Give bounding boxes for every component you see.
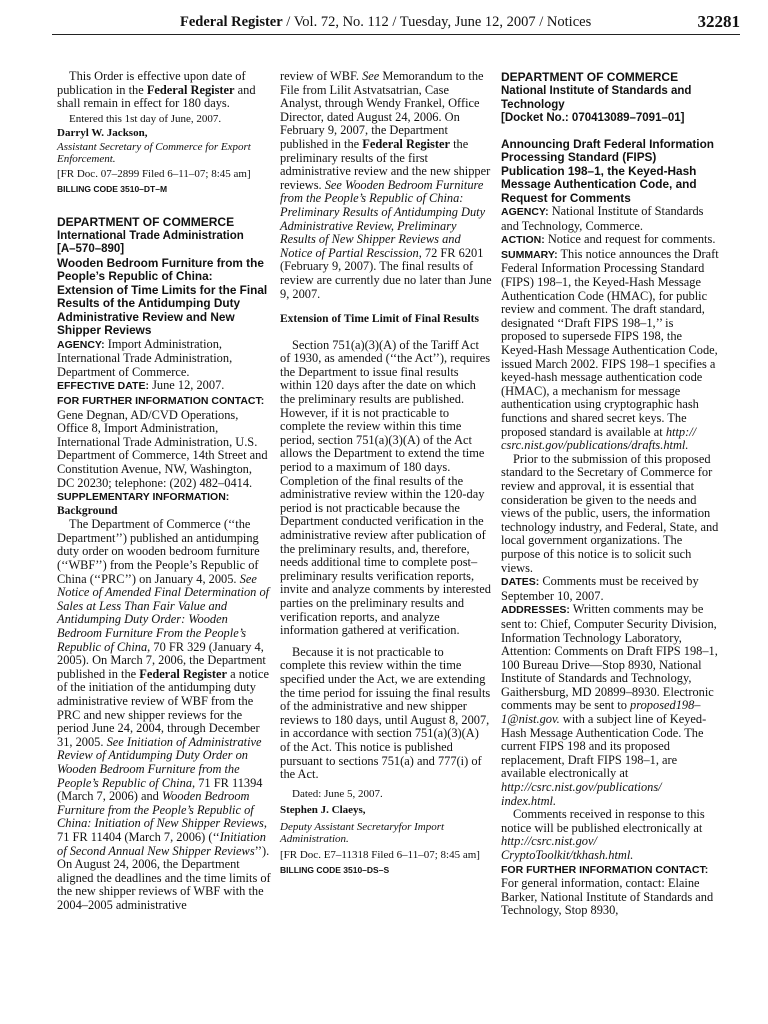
agency-heading-3: National Institute of Standards and Technology	[501, 85, 692, 111]
docket-number: [A–570–890]	[57, 242, 125, 255]
docket-number-3: [Docket No.: 070413089–7091–01]	[501, 112, 685, 124]
extension-paragraph-1: Section 751(a)(3)(A) of the Tariff Act of 1930, as amended (‘‘the Act’’), requires the Department to issue final results within 120 days after the date on which the preliminary results are published. However, if it is not practicable to complete the review within this time period, section 751(a)(3)(A) of the Act allows the Department to extend the time period to a maximum of 180 days. Completion of the final results of the administrative review within the 120-day period is not practicable because the Department conducted verification in the administrative review after publication of the preliminary results, and, therefore, needs additional time to complete post–preliminary results verification reports, invite and analyze comments by interested parties on the preliminary results and verification reports, and analyze information gathered at verification.	[280, 337, 491, 638]
signer-title-2: Deputy Assistant Secretaryfor Import Administration.	[280, 820, 445, 846]
effective-date-field: EFFECTIVE DATE: June 12, 2007.	[57, 378, 225, 393]
extension-paragraph-2: Because it is not practicable to complete this review within the time specified under the Act, we are extending the time period for issuing the final results of the administrative and new shipper reviews to 180 days, until August 8, 2007, in accordance with section 751(a)(3)(A) of the Act. This notice is published pursuant to sections 751(a) and 777(i) of the Act.	[280, 644, 491, 782]
signer-title: Assistant Secretary of Commerce for Export Enforcement.	[57, 140, 251, 166]
department-heading-3: DEPARTMENT OF COMMERCE	[501, 70, 679, 84]
contact-field-3: FOR FURTHER INFORMATION CONTACT: For general information, contact: Elaine Barker, National Institute of Standards and Technology, Stop 8930,	[501, 863, 714, 918]
prior-submission-paragraph: Prior to the submission of this proposed standard to the Secretary of Commerce for review and approval, it is essential that consideration be given to the needs and views of the public, users, the information technology industry, and Federal, State, and local government organizations. The purpose of this notice is to solicit such views.	[501, 451, 719, 575]
issue-info: / Vol. 72, No. 112 / Tuesday, June 12, 2007 / Notices	[282, 14, 592, 30]
journal-name: Federal Register	[180, 14, 283, 30]
column-2	[280, 70, 492, 878]
agency-field: AGENCY: Import Administration, International Trade Administration, Department of Commerce.	[57, 336, 233, 379]
background-paragraph: The Department of Commerce (‘‘the Department’’) published an antidumping duty order on wooden bedroom furniture (‘‘WBF’’) from the People’s Republic of China (‘‘PRC’’) on January 4, 2005. See Notice of Amended Final Determination of Sales at Less Than Fair Value and Antidumping Duty Order: Wooden Bedroom Furniture From the People’s Republic of China, 70 FR 329 (January 4, 2005). On March 7, 2006, the Department published in the Federal Register a notice of the initiation of the antidumping duty administrative review of WBF from the PRC and new shipper reviews for the period June 24, 2004, through December 31, 2005. See Initiation of Administrative Review of Antidumping Duty Order on Wooden Bedroom Furniture from the People’s Republic of China, 71 FR 11394 (March 7, 2006) and Wooden Bedroom Furniture from the People’s Republic of China: Initiation of New Shipper Reviews, 71 FR 11404 (March 7, 2006) (‘‘Initiation of Second Annual New Shipper Reviews’’). On August 24, 2006, the Department aligned the deadlines and the time limits of the new shipper reviews of WBF with the 2004–2005 administrative	[57, 517, 271, 912]
signer-name: Darryl W. Jackson,	[57, 127, 148, 140]
header-rule	[52, 34, 740, 35]
billing-code-2: BILLING CODE 3510–DS–S	[280, 865, 390, 876]
order-effective-paragraph: This Order is effective upon date of publication in the Federal Register and shall remain in effect for 180 days.	[57, 69, 256, 111]
agency-heading: International Trade Administration	[57, 229, 244, 242]
supplementary-label: SUPPLEMENTARY INFORMATION:	[57, 491, 230, 504]
entered-date: Entered this 1st day of June, 2007.	[69, 112, 222, 125]
billing-code: BILLING CODE 3510–DT–M	[57, 184, 168, 195]
dated-line: Dated: June 5, 2007.	[292, 787, 383, 800]
addresses-field: ADDRESSES: Written comments may be sent to: Chief, Computer Security Division, Information Technology Laboratory, Attention: Comments on Draft FIPS 198–1, 100 Bureau Drive—Stop 8930, National Institute of Standards and Technology, Gaithersburg, MD 20899–8930. Electronic comments may be sent to proposed198–1@nist.gov. with a subject line of Keyed-Hash Message Authentication Code. The current FIPS 198 and its proposed replacement, Draft FIPS 198–1, are available electronically at http://csrc.nist.gov/publications/ index.html.	[501, 602, 718, 808]
running-header	[52, 8, 740, 36]
header-citation	[180, 14, 591, 31]
notice-title: Wooden Bedroom Furniture from the People’s Republic of China: Extension of Time Limits for the Final Results of the Antidumping Duty Administrative Review and New Shipper Reviews	[57, 255, 268, 338]
drafts-link[interactable]: http:// csrc.nist.gov/publications/drafts.html.	[501, 424, 697, 453]
contact-field: FOR FURTHER INFORMATION CONTACT: Gene Degnan, AD/CVD Operations, Office 8, Import Administration, International Trade Administration, U.S. Department of Commerce, 14th Street and Constitution Avenue, NW, Washington, DC 20230; telephone: (202) 482–0414.	[57, 394, 268, 490]
comment-email-link[interactable]: proposed198–1@nist.gov.	[501, 698, 701, 727]
department-heading: DEPARTMENT OF COMMERCE	[57, 214, 235, 229]
summary-field: SUMMARY: This notice announces the Draft Federal Information Processing Standard (FIPS) 198–1, the Keyed-Hash Message Authentication Code (HMAC), for public review and comment. The draft standard, designated ‘‘Draft FIPS 198–1,’’ is proposed to supersede FIPS 198, the Keyed-Hash Message Authentication Code, issued March 2002. FIPS 198–1 specifies a keyed-hash message authentication code (HMAC), a mechanism for message authentication using cryptographic hash functions and shared secret keys. The proposed standard is available at http:// csrc.nist.gov/publications/drafts.html.	[501, 246, 719, 453]
fr-doc-line: [FR Doc. 07–2899 Filed 6–11–07; 8:45 am]	[57, 167, 251, 180]
signer-name-2: Stephen J. Claeys,	[280, 804, 366, 817]
dates-field: DATES: Comments must be received by September 10, 2007.	[501, 574, 699, 603]
background-heading: Background	[57, 504, 118, 517]
extension-heading: Extension of Time Limit of Final Results	[280, 313, 479, 326]
toolkit-link[interactable]: http://csrc.nist.gov/ CryptoToolkit/tkhash.html.	[501, 834, 634, 862]
fr-doc-line-2: [FR Doc. E7–11318 Filed 6–11–07; 8:45 am]	[280, 848, 480, 861]
notice-title-3: Announcing Draft Federal Information Processing Standard (FIPS) Publication 198–1, the Keyed-Hash Message Authentication Code, and Request for Comments	[501, 136, 715, 205]
publications-link[interactable]: http://csrc.nist.gov/publications/ index.html.	[501, 780, 662, 808]
agency-field-3: AGENCY: National Institute of Standards and Technology, Commerce.	[501, 204, 704, 233]
column-3	[501, 70, 719, 918]
page-number: 32281	[697, 12, 740, 31]
action-field: ACTION: Notice and request for comments.	[501, 232, 716, 247]
review-continuation: review of WBF. See Memorandum to the File from Lilit Astvatsatrian, Case Analyst, through Wendy Frankel, Office Director, dated August 24, 2006. On February 9, 2007, the Department published in the Federal Register the preliminary results of the first administrative review and the new shipper reviews. See Wooden Bedroom Furniture from the People’s Republic of China: Preliminary Results of Antidumping Duty Administrative Review, Preliminary Results of New Shipper Reviews and Notice of Partial Rescission, 72 FR 6201 (February 9, 2007). The final results of review are currently due no later than June 9, 2007.	[280, 69, 492, 301]
comments-paragraph: Comments received in response to this notice will be published electronically at http://csrc.nist.gov/ CryptoToolkit/tkhash.html.	[501, 807, 705, 862]
column-1	[57, 70, 272, 913]
